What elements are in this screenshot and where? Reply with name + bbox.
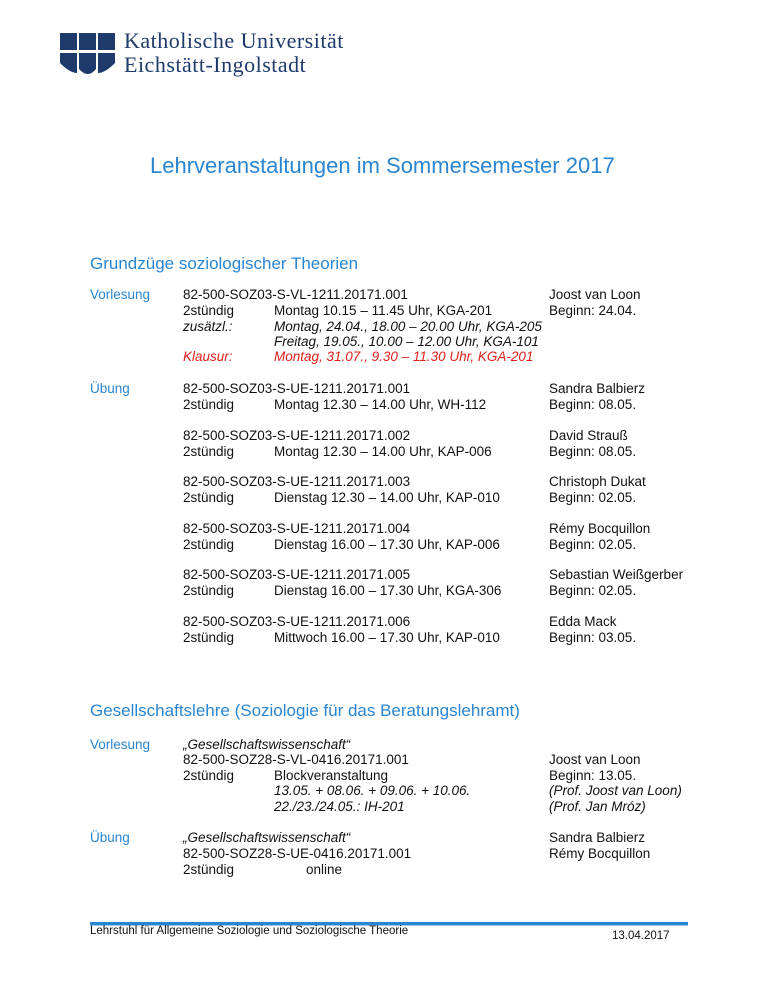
hours: 2stündig xyxy=(183,768,235,783)
start-date: Beginn: 02.05. xyxy=(549,490,637,505)
course-code: 82-500-SOZ03-S-UE-1211.20171.003 xyxy=(183,474,411,489)
course-code: 82-500-SOZ03-S-UE-1211.20171.005 xyxy=(183,567,411,582)
hours: 2stündig xyxy=(183,630,235,645)
block-dates-2: 22./23./24.05.: IH-201 xyxy=(274,799,405,814)
uebung-label: Übung xyxy=(90,381,130,396)
course-code: 82-500-SOZ03-S-UE-1211.20171.006 xyxy=(183,614,411,629)
course-code: 82-500-SOZ03-S-UE-1211.20171.001 xyxy=(183,381,411,396)
vorlesung-label: Vorlesung xyxy=(90,737,151,752)
block-dates-1: 13.05. + 08.06. + 09.06. + 10.06. xyxy=(274,783,471,798)
extra-date-1: Montag, 24.04., 18.00 – 20.00 Uhr, KGA-205 xyxy=(274,319,542,334)
lecturer: Christoph Dukat xyxy=(549,474,646,489)
vorlesung-label: Vorlesung xyxy=(90,287,151,302)
extra-label: zusätzl.: xyxy=(183,319,233,334)
hours: 2stündig xyxy=(183,583,235,598)
start-date: Beginn: 02.05. xyxy=(549,583,637,598)
time-slot: Montag 10.15 – 11.45 Uhr, KGA-201 xyxy=(274,303,493,318)
hours: 2stündig xyxy=(183,862,235,877)
logo-text-line1: Katholische Universität xyxy=(124,28,344,53)
section-heading-theorien: Grundzüge soziologischer Theorien xyxy=(90,254,359,273)
course-code: 82-500-SOZ28-S-VL-0416.20171.001 xyxy=(183,752,409,767)
lecturer: Joost van Loon xyxy=(549,287,641,302)
lecturer: Joost van Loon xyxy=(549,752,641,767)
section-heading-gesellschaftslehre: Gesellschaftslehre (Soziologie für das Beratungslehramt) xyxy=(90,701,520,720)
lecturer: Rémy Bocquillon xyxy=(549,521,651,536)
course-title: „Gesellschaftswissenschaft“ xyxy=(183,737,351,752)
hours: 2stündig xyxy=(183,537,235,552)
start-date: Beginn: 24.04. xyxy=(549,303,637,318)
time-slot: Montag 12.30 – 14.00 Uhr, KAP-006 xyxy=(274,444,492,459)
lecturer-note-2: (Prof. Jan Mróz) xyxy=(549,799,646,814)
university-logo xyxy=(60,33,116,92)
course-code: 82-500-SOZ28-S-UE-0416.20171.001 xyxy=(183,846,412,861)
course-code: 82-500-SOZ03-S-UE-1211.20171.004 xyxy=(183,521,411,536)
time-slot: Montag 12.30 – 14.00 Uhr, WH-112 xyxy=(274,397,487,412)
page-title: Lehrveranstaltungen im Sommersemester 2017 xyxy=(150,153,615,178)
exam-label: Klausur: xyxy=(183,349,233,364)
hours: 2stündig xyxy=(183,490,235,505)
university-emblem-icon xyxy=(60,33,116,89)
lecturer: David Strauß xyxy=(549,428,628,443)
start-date: Beginn: 02.05. xyxy=(549,537,637,552)
lecturer: Sandra Balbierz xyxy=(549,381,646,396)
course-code: 82-500-SOZ03-S-VL-1211.20171.001 xyxy=(183,287,408,302)
start-date: Beginn: 08.05. xyxy=(549,397,637,412)
lecturer-note-1: (Prof. Joost van Loon) xyxy=(549,783,682,798)
hours: 2stündig xyxy=(183,444,235,459)
course-title: „Gesellschaftswissenschaft“ xyxy=(183,830,351,845)
hours: 2stündig xyxy=(183,303,235,318)
lecturer: Sebastian Weißgerber xyxy=(549,567,684,582)
logo-text-line2: Eichstätt-Ingolstadt xyxy=(124,52,307,77)
hours: 2stündig xyxy=(183,397,235,412)
start-date: Beginn: 13.05. xyxy=(549,768,637,783)
time-slot: Mittwoch 16.00 – 17.30 Uhr, KAP-010 xyxy=(274,630,500,645)
uebung-label: Übung xyxy=(90,830,130,845)
extra-date-2: Freitag, 19.05., 10.00 – 12.00 Uhr, KGA-101 xyxy=(274,334,539,349)
footer-date: 13.04.2017 xyxy=(612,930,670,942)
lecturer: Edda Mack xyxy=(549,614,617,629)
time-slot: Dienstag 16.00 – 17.30 Uhr, KAP-006 xyxy=(274,537,500,552)
time-slot: Dienstag 12.30 – 14.00 Uhr, KAP-010 xyxy=(274,490,500,505)
footer-chair-name: Lehrstuhl für Allgemeine Soziologie und Soziologische Theorie xyxy=(90,925,409,937)
lecturer: Rémy Bocquillon xyxy=(549,846,651,861)
course-code: 82-500-SOZ03-S-UE-1211.20171.002 xyxy=(183,428,411,443)
delivery-mode: online xyxy=(306,862,343,877)
start-date: Beginn: 03.05. xyxy=(549,630,637,645)
lecturer: Sandra Balbierz xyxy=(549,830,646,845)
time-slot: Blockveranstaltung xyxy=(274,768,389,783)
exam-date: Montag, 31.07., 9.30 – 11.30 Uhr, KGA-201 xyxy=(274,349,534,364)
time-slot: Dienstag 16.00 – 17.30 Uhr, KGA-306 xyxy=(274,583,502,598)
start-date: Beginn: 08.05. xyxy=(549,444,637,459)
